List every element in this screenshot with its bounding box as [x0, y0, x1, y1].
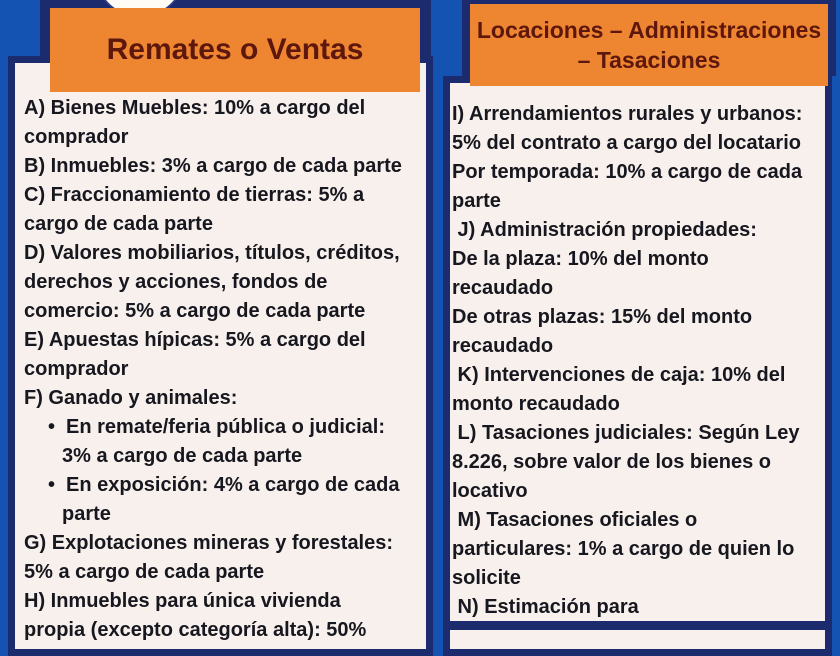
fee-text-line: N) Estimación para [452, 596, 639, 618]
fee-text-line: K) Intervenciones de caja: 10% del [452, 364, 786, 386]
fee-text-line: De la plaza: 10% del monto [452, 248, 709, 270]
fee-text-line: comercio: 5% a cargo de cada parte [24, 300, 366, 322]
fee-text-line: M) Tasaciones oficiales o [452, 509, 698, 531]
fee-text-line: 5% del contrato a cargo del locatario [452, 132, 801, 154]
fee-text-line: recaudado [452, 277, 554, 299]
right-title-line2: – Tasaciones [577, 47, 721, 73]
fee-text-line: C) Fraccionamiento de tierras: 5% a [24, 184, 365, 206]
right-fee-list [452, 100, 830, 622]
fee-text-line: F) Ganado y animales: [24, 387, 238, 409]
bottom-cutoff-bar [444, 621, 826, 630]
fee-text-line: comprador [24, 358, 129, 380]
fee-text-line: • En exposición: 4% a cargo de cada [24, 471, 426, 500]
fee-text-line: parte [62, 503, 111, 525]
fee-text-line: De otras plazas: 15% del monto [452, 306, 753, 328]
fee-text-line: L) Tasaciones judiciales: Según Ley [452, 422, 800, 444]
fee-text-line: locativo [452, 480, 528, 502]
fee-text-line: D) Valores mobiliarios, títulos, créditos, [24, 242, 400, 264]
fee-text-line: recaudado [452, 335, 554, 357]
fee-text-line: solicite [452, 567, 521, 589]
fee-text-line: comprador [24, 126, 129, 148]
bullet-icon: • [48, 416, 56, 438]
fee-text-line: Por temporada: 10% a cargo de cada [452, 161, 803, 183]
left-title: Remates o Ventas [106, 33, 364, 66]
fee-text-line: • En remate/feria pública o judicial: [24, 413, 426, 442]
fee-text-line: A) Bienes Muebles: 10% a cargo del [24, 97, 366, 119]
fee-text-line: E) Apuestas hípicas: 5% a cargo del [24, 329, 366, 351]
right-header [470, 4, 828, 86]
bullet-icon: • [48, 474, 56, 496]
fee-text-line: parte [452, 190, 501, 212]
fee-text-line: H) Inmuebles para única vivienda [24, 590, 341, 612]
fee-text-line: 3% a cargo de cada parte [62, 445, 303, 467]
fee-text-line: derechos y acciones, fondos de [24, 271, 328, 293]
left-header [50, 8, 420, 92]
fee-text-line: cargo de cada parte [24, 213, 213, 235]
right-title-line1: Locaciones – Administraciones [476, 17, 822, 43]
fee-text-line: 8.226, sobre valor de los bienes o [452, 451, 772, 473]
fee-text-line: monto recaudado [452, 393, 620, 415]
left-fee-list [24, 94, 426, 645]
fee-text-line: particulares: 1% a cargo de quien lo [452, 538, 795, 560]
fee-text-line: I) Arrendamientos rurales y urbanos: [452, 103, 803, 125]
fee-text-line: propia (excepto categoría alta): 50% [24, 619, 367, 641]
fee-text-line: J) Administración propiedades: [452, 219, 757, 241]
fee-text-line: B) Inmuebles: 3% a cargo de cada parte [24, 155, 402, 177]
fee-text-line: 5% a cargo de cada parte [24, 561, 265, 583]
fee-text-line: G) Explotaciones mineras y forestales: [24, 532, 394, 554]
